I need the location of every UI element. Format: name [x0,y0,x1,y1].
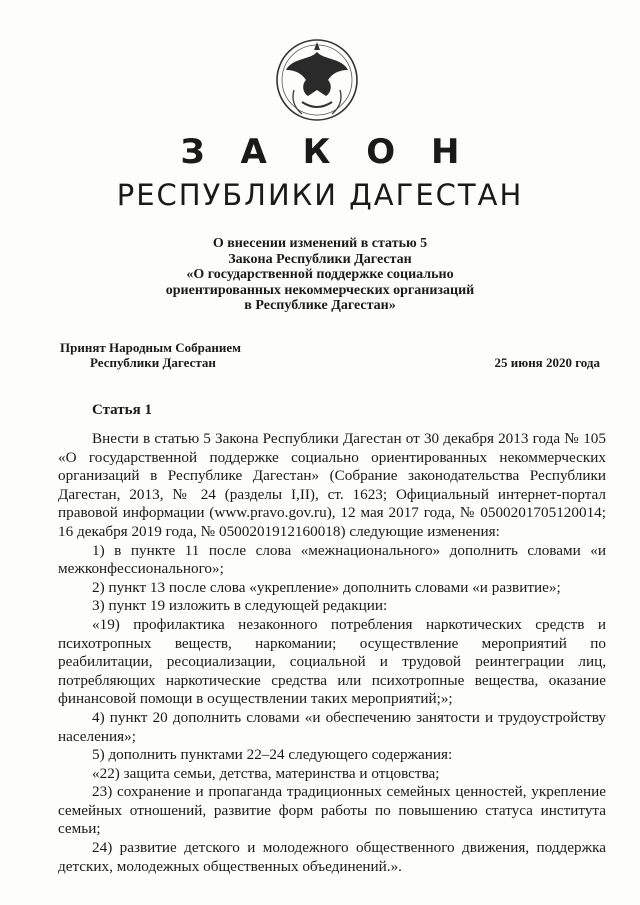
paragraph: 4) пункт 20 дополнить словами «и обеспечению занятости и трудоустройству населения»; [58,708,606,745]
paragraph: 23) сохранение и пропаганда традиционных семейных ценностей, укрепление семейных отношений, развитие форм работы по повышению статуса института семьи; [58,783,606,838]
paragraph: 1) в пункте 11 после слова «межнационального» дополнить словами «и межконфессионального»; [58,541,606,578]
subject-line: Закона Республики Дагестан [228,251,412,267]
law-subtitle: РЕСПУБЛИКИ ДАГЕСТАН [116,178,524,212]
adopted-line-1: Принят Народным Собранием [60,340,242,355]
adopted-by [60,340,241,370]
subject-line: «О государственной поддержке социально [186,267,454,282]
article-body [58,430,606,876]
paragraph: 2) пункт 13 после слова «укрепление» дополнить словами «и развитие»; [92,578,561,596]
article-title: Статья 1 [92,402,152,418]
subject-line: О внесении изменений в статью 5 [212,236,428,251]
law-title: З А К О Н [180,132,472,172]
paragraph: «19) профилактика незаконного потребления наркотических средств и психотропных веществ, наркомании; осуществление мероприятий по реабилитации, ресоциализации, социальной и трудовой реинтеграции лиц, потребляющих наркотические средства или психотропные вещества, оказание финансовой помощи в осуществлении таких мероприятий;»; [58,615,606,708]
subject-line: ориентированных некоммерческих организаций [165,282,475,298]
paragraph: «22) защита семьи, детства, материнства и отцовства; [92,764,440,782]
subject-line: в Республике Дагестан» [244,298,396,313]
paragraph: 3) пункт 19 изложить в следующей редакции: [92,597,388,615]
paragraph: 5) дополнить пунктами 22–24 следующего содержания: [92,746,453,764]
adopted-date: 25 июня 2020 года [494,355,600,370]
coat-of-arms-emblem [272,30,362,130]
paragraph: Внести в статью 5 Закона Республики Дагестан от 30 декабря 2013 года № 105 «О государственной поддержке социально ориентированных некоммерческих организаций в Республике Дагестан» (Собрание законодательства Республики Дагестан, 2013, № 24 (разделы I,II), ст. 1623; Официальный интернет-портал правовой информации (www.pravo.gov.ru), 12 мая 2017 года, № 0500201705120014; 16 декабря 2019 года, № 0500201912160018) следующие изменения: [58,430,606,540]
law-subject [0,236,640,314]
paragraph: 24) развитие детского и молодежного общественного движения, поддержка детских, молодежных общественных объединений.». [58,839,606,875]
adopted-line-2: Республики Дагестан [90,355,216,370]
